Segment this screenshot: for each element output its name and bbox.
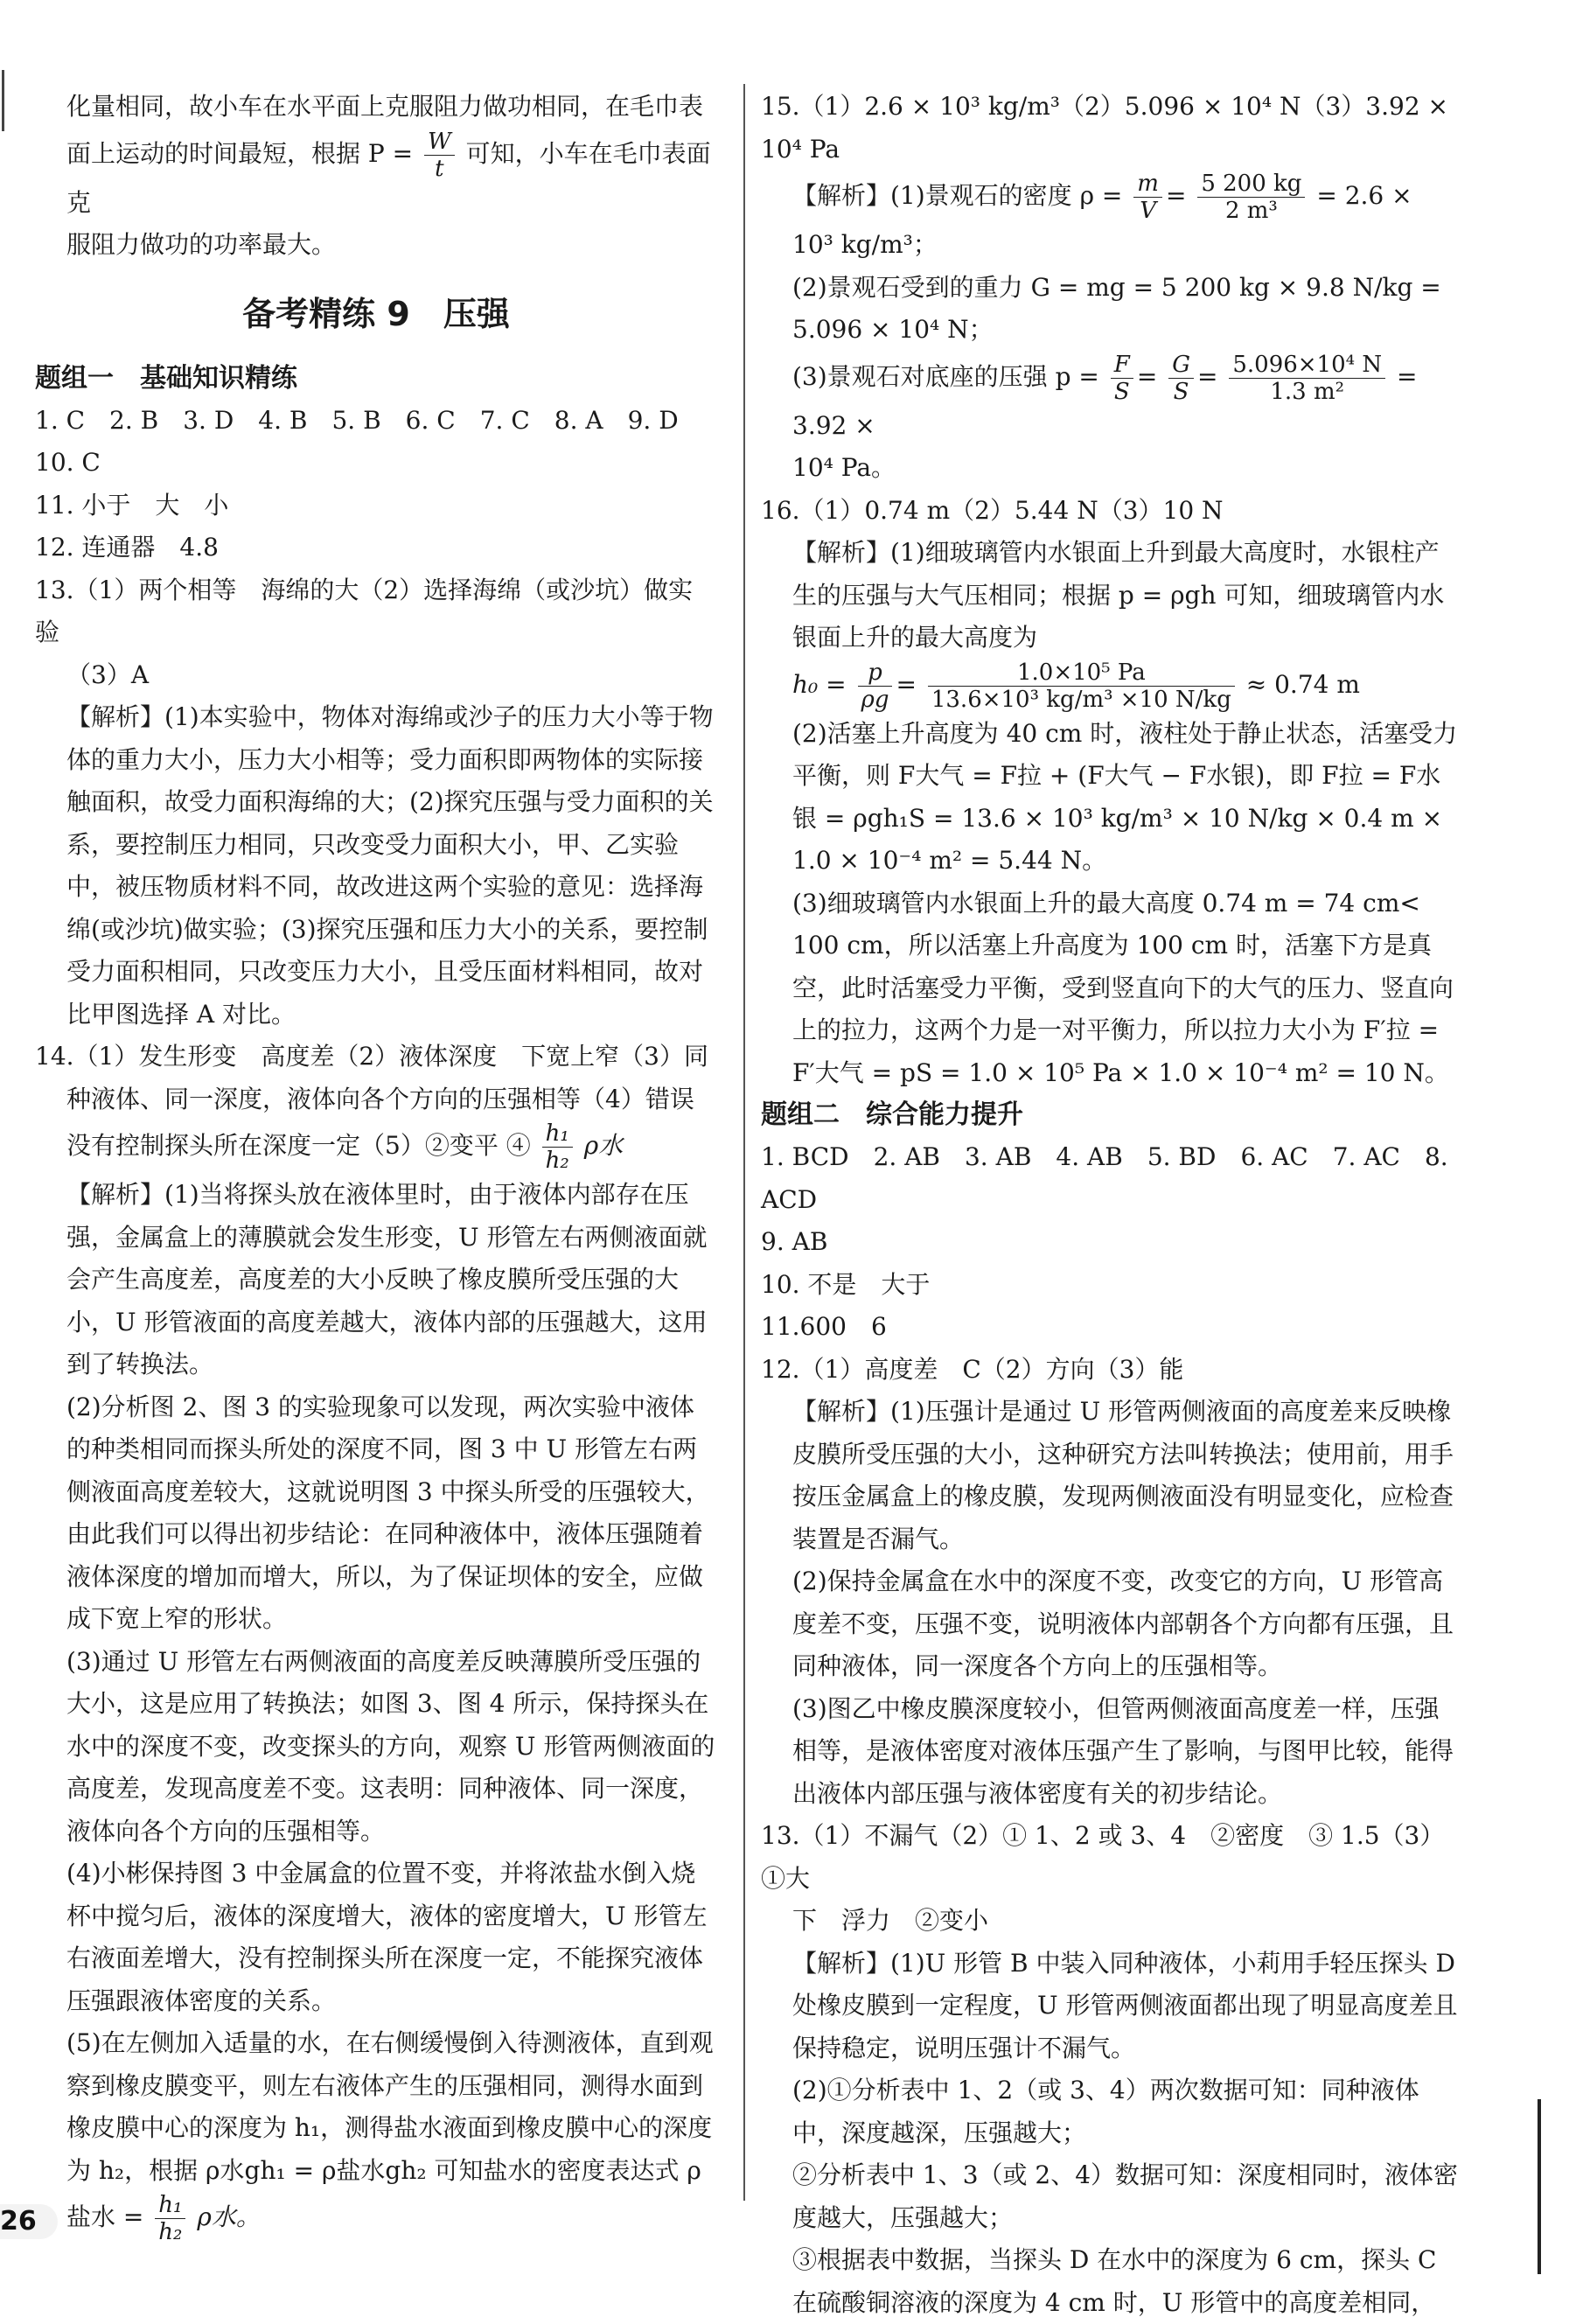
- analysis-line: 【解析】(1)景观石的密度 ρ = $\frac{m}{V}$ = $\frac{5 200 kg}{\text{2 m³}}$ = 2.6 × 10³ kg/m³；: [792, 171, 1412, 259]
- fraction: $\frac{m}{V}$: [1133, 171, 1162, 224]
- fraction: $\frac{\text{h₁}}{\text{h₂}}$: [542, 1120, 573, 1174]
- answer-line: 1. C 2. B 3. D 4. B 5. B 6. C 7. C 8. A 9. D 10. C: [35, 405, 703, 477]
- analysis-paragraph: (2)保持金属盒在水中的深度不变，改变它的方向，U 形管高度差不变，压强不变，说明液体内部朝各个方向都有压强，且同种液体，同一深度各个方向上的压强相等。: [792, 1567, 1454, 1680]
- analysis-paragraph: (3)图乙中橡皮膜深度较小，但管两侧液面高度差一样，压强相等，是液体密度对液体压强产生了影响，与图甲比较，能得出液体内部压强与液体密度有关的初步结论。: [792, 1693, 1454, 1808]
- answer-line: 13.（1）不漏气（2）① 1、2 或 3、4 ②密度 ③ 1.5（3）①大: [761, 1821, 1445, 1893]
- answer-line: 12.（1）高度差 C（2）方向（3）能: [761, 1354, 1184, 1384]
- intro-line-2: 面上运动的时间最短，根据 P = $\frac{W}{t}$ 可知，小车在毛巾表面克: [66, 128, 711, 217]
- column-divider: [743, 84, 745, 2201]
- analysis-paragraph: (2)分析图 2、图 3 的实验现象可以发现，两次实验中液体的种类相同而探头所处的深度不同，图 3 中 U 形管左右两侧液面高度差较大，这就说明图 3 中探头所受的压强较大，由此我们可以得出初步结论：在同种液体中，液体压强随着液体深度的增加而增大，所以，为了保证坝体的安全，应做成下宽上窄的形状。: [66, 1392, 710, 1633]
- group-title: 题组二 综合能力提升: [761, 1099, 1023, 1130]
- group-title: 题组一 基础知识精练: [35, 362, 297, 394]
- analysis-paragraph: (2)景观石受到的重力 G = mg = 5 200 kg × 9.8 N/kg = 5.096 × 10⁴ N；: [792, 272, 1441, 344]
- answer-line: 下 浮力 ②变小: [792, 1906, 989, 1935]
- intro-line-1: 化量相同，故小车在水平面上克服阻力做功相同，在毛巾表: [66, 92, 704, 121]
- answer-line: 12. 连通器 4.8: [35, 533, 219, 562]
- analysis-paragraph: (3)通过 U 形管左右两侧液面的高度差反映薄膜所受压强的大小，这是应用了转换法；如图 3、图 4 所示，保持探头在水中的深度不变，改变探头的方向，观察 U 形管两侧液面的高度差，发现高度差不变。这表明：同种液体、同一深度，液体向各个方向的压强相等。: [66, 1646, 715, 1846]
- page-number: 26: [0, 2204, 58, 2239]
- answer-line: 16.（1）0.74 m（2）5.44 N（3）10 N: [761, 495, 1224, 525]
- analysis-paragraph: 【解析】(1)压强计是通过 U 形管两侧液面的高度差来反映橡皮膜所受压强的大小，这种研究方法叫转换法；使用前，用手按压金属盒上的橡皮膜，发现两侧液面没有明显变化，应检查装置是否漏气。: [792, 1397, 1454, 1553]
- right-column: [761, 86, 1461, 2324]
- fraction: $\frac{\text{1.0×10⁵ Pa}}{\text{13.6×10³ kg/m³ ×10 N/kg}}$: [928, 660, 1235, 713]
- analysis-paragraph: (3)细玻璃管内水银面上升的最大高度 0.74 m = 74 cm< 100 cm，所以活塞上升高度为 100 cm 时，活塞下方是真空，此时活塞受力平衡，受到竖直向下的大气的压力、竖直向上的拉力，这两个力是一对平衡力，所以拉力大小为 F′拉 = F′大气 = pS = 1.0 × 10⁵ Pa × 1.0 × 10⁻⁴ m² = 10 N。: [792, 888, 1454, 1087]
- analysis-paragraph: (4)小彬保持图 3 中金属盒的位置不变，并将浓盐水倒入烧杯中搅匀后，液体的深度增大，液体的密度增大，U 形管左右液面差增大，没有控制探头所在深度一定，不能探究液体压强跟液体密度的关系。: [66, 1859, 708, 2015]
- answer-line: 15.（1）2.6 × 10³ kg/m³（2）5.096 × 10⁴ N（3）3.92 × 10⁴ Pa: [761, 92, 1448, 164]
- answer-line: 11. 小于 大 小: [35, 490, 229, 520]
- analysis-paragraph: 【解析】(1)本实验中，物体对海绵或沙子的压力大小等于物体的重力大小，压力大小相等；受力面积即两物体的实际接触面积，故受力面积海绵的大；(2)探究压强与受力面积的关系，要控制压力相同，只改变受力面积大小，甲、乙实验中，被压物质材料不同，故改进这两个实验的意见：选择海绵(或沙坑)做实验；(3)探究压强和压力大小的关系，要控制受力面积相同，只改变压力大小，且受压面材料相同，故对比甲图选择 A 对比。: [66, 702, 714, 1029]
- answer-line: 10. 不是 大于: [761, 1269, 931, 1299]
- analysis-paragraph: (5)在左侧加入适量的水，在右侧缓慢倒入待测液体，直到观察到橡皮膜变平，则左右液体产生的压强相同，测得水面到橡皮膜中心的深度为 h₁，测得盐水液面到橡皮膜中心的深度为 h₂，根据 ρ水gh₁ = ρ盐水gh₂ 可知盐水的密度表达式 ρ盐水 = $\frac{\text{h₁}}{\text{h₂}}$ ρ水。: [66, 2028, 714, 2245]
- analysis-line: (3)景观石对底座的压强 p = $\frac{F}{S}$ = $\frac{G}{S}$ = $\frac{\text{5.096×10⁴ N}}{\text{1.3 m²}}$ = 3.92 ×: [792, 351, 1418, 440]
- analysis-line: 10⁴ Pa。: [792, 453, 896, 482]
- analysis-paragraph: (2)活塞上升高度为 40 cm 时，液柱处于静止状态，活塞受力平衡，则 F大气 = F拉 + (F大气 − F水银)，即 F拉 = F水银 = ρgh₁S = 13.6 × 10³ kg/m³ × 10 N/kg × 0.4 m × 1.0 × 10⁻⁴ m² = 5.44 N。: [792, 718, 1458, 875]
- fraction: $\frac{F}{S}$: [1111, 352, 1133, 405]
- fraction: $\frac{G}{S}$: [1168, 352, 1194, 405]
- answer-line: 11.600 6: [761, 1312, 887, 1341]
- answer-line: 1. BCD 2. AB 3. AB 4. AB 5. BD 6. AC 7. AC 8. ACD: [761, 1142, 1448, 1214]
- fraction: $\frac{\text{h₁}}{\text{h₂}}$: [155, 2192, 185, 2245]
- section-title: 备考精练 9 压强: [242, 294, 510, 333]
- answer-line: 13.（1）两个相等 海绵的大（2）选择海绵（或沙坑）做实验: [35, 575, 694, 646]
- answer-line: （3）A: [66, 660, 150, 689]
- fraction: $\frac{p}{\rho g}$: [858, 660, 893, 713]
- analysis-paragraph: ②分析表中 1、3（或 2、4）数据可知：深度相同时，液体密度越大，压强越大；: [792, 2160, 1459, 2232]
- analysis-paragraph: ③根据表中数据，当探头 D 在水中的深度为 6 cm，探头 C 在硫酸铜溶液的深度为 4 cm 时，U 形管中的高度差相同，: [792, 2245, 1437, 2317]
- analysis-paragraph: 【解析】(1)当将探头放在液体里时，由于液体内部存在压强，金属盒上的薄膜就会发生形变，U 形管左右两侧液面就会产生高度差，高度差的大小反映了橡皮膜所受压强的大小，U 形管液面的高度差越大，液体内部的压强越大，这用到了转换法。: [66, 1180, 708, 1378]
- fraction: $\frac{W}{t}$: [424, 129, 455, 182]
- answer-line: 14.（1）发生形变 高度差（2）液体深度 下宽上窄（3）同: [35, 1042, 708, 1071]
- analysis-paragraph: (2)①分析表中 1、2（或 3、4）两次数据可知：同种液体中，深度越深，压强越大；: [792, 2076, 1419, 2147]
- fraction: $\frac{5 200 kg}{\text{2 m³}}$: [1197, 171, 1305, 224]
- left-column: [35, 86, 717, 2245]
- answer-line: 种液体、同一深度，液体向各个方向的压强相等（4）错误: [66, 1084, 694, 1113]
- analysis-line: h₀ = $\frac{p}{\rho g}$ = $\frac{\text{1.0×10⁵ Pa}}{\text{13.6×10³ kg/m³ ×10 N/kg}}$ ≈ 0.74 m: [792, 659, 1360, 713]
- analysis-paragraph: 【解析】(1)U 形管 B 中装入同种液体，小莉用手轻压探头 D 处橡皮膜到一定程度，U 形管两侧液面都出现了明显高度差且保持稳定，说明压强计不漏气。: [792, 1948, 1458, 2062]
- analysis-paragraph: 【解析】(1)细玻璃管内水银面上升到最大高度时，水银柱产生的压强与大气压相同；根据 p = ρgh 可知，细玻璃管内水银面上升的最大高度为: [792, 538, 1445, 652]
- margin-bar-right: [1538, 2099, 1541, 2274]
- intro-line-3: 服阻力做功的功率最大。: [66, 230, 337, 259]
- answer-line: 没有控制探头所在深度一定（5）②变平 ④ $\frac{\text{h₁}}{\text{h₂}}$ ρ水: [66, 1120, 624, 1174]
- margin-bar-left: [2, 70, 4, 131]
- fraction: $\frac{\text{5.096×10⁴ N}}{\text{1.3 m²}}$: [1229, 352, 1385, 405]
- answer-line: 9. AB: [761, 1227, 828, 1256]
